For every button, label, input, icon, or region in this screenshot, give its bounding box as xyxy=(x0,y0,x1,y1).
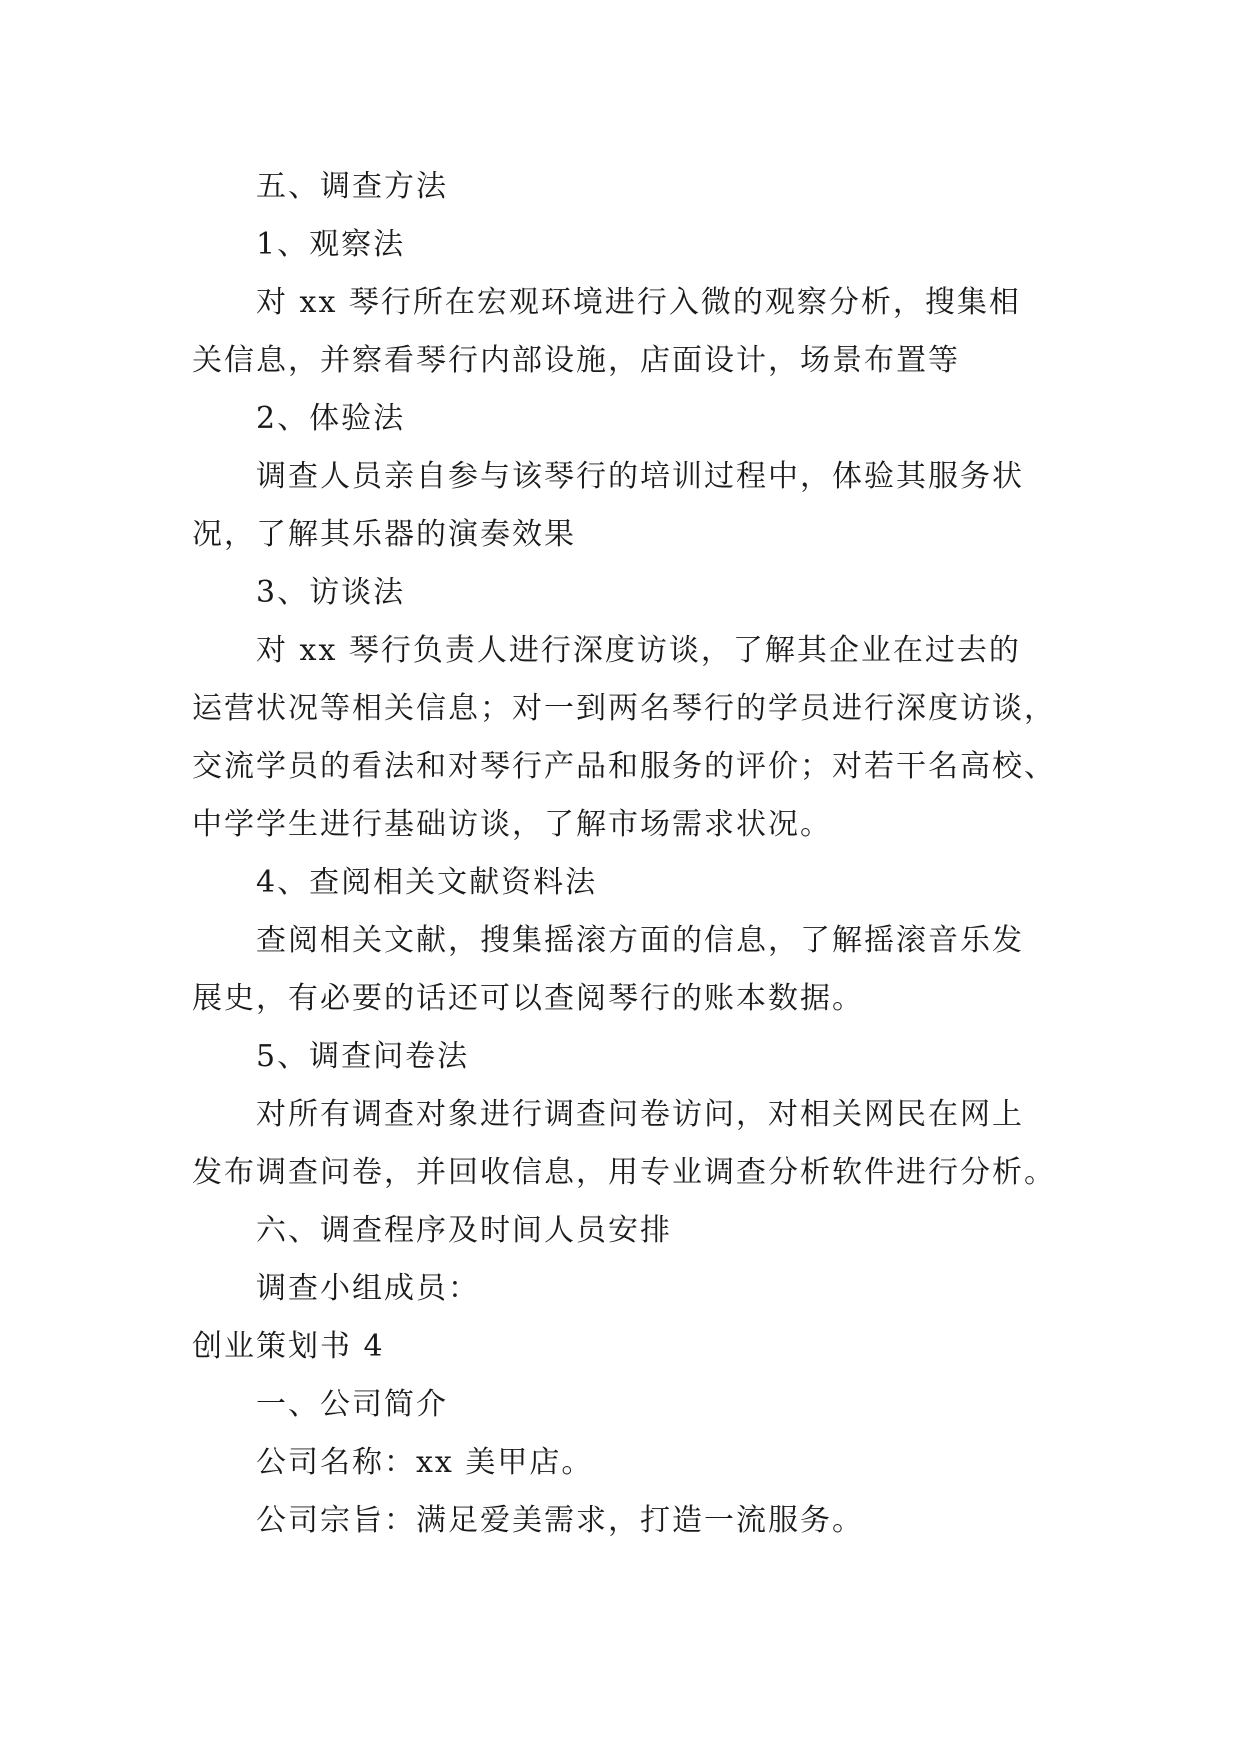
paragraph-line: 交流学员的看法和对琴行产品和服务的评价；对若干名高校、 xyxy=(192,749,1056,784)
paragraph-line: 调查人员亲自参与该琴行的培训过程中，体验其服务状 xyxy=(256,459,1024,494)
section-heading-schedule: 六、调查程序及时间人员安排 xyxy=(256,1213,672,1248)
section-heading-company-intro: 一、公司简介 xyxy=(256,1387,448,1422)
paragraph-line: 发布调查问卷，并回收信息，用专业调查分析软件进行分析。 xyxy=(192,1155,1056,1190)
company-name: 公司名称：xx 美甲店。 xyxy=(256,1445,594,1480)
paragraph-line: 对 xx 琴行所在宏观环境进行入微的观察分析，搜集相 xyxy=(256,285,1021,320)
paragraph-line: 关信息，并察看琴行内部设施，店面设计，场景布置等 xyxy=(192,343,960,378)
method-heading-literature: 4、查阅相关文献资料法 xyxy=(256,865,598,900)
method-heading-interview: 3、访谈法 xyxy=(256,575,406,610)
method-heading-observation: 1、观察法 xyxy=(256,227,406,262)
paragraph-line: 查阅相关文献，搜集摇滚方面的信息，了解摇滚音乐发 xyxy=(256,923,1024,958)
document-body xyxy=(192,158,1060,1550)
document-title: 创业策划书 4 xyxy=(192,1329,385,1364)
company-purpose: 公司宗旨：满足爱美需求，打造一流服务。 xyxy=(256,1503,864,1538)
method-heading-experience: 2、体验法 xyxy=(256,401,406,436)
paragraph-line: 对所有调查对象进行调查问卷访问，对相关网民在网上 xyxy=(256,1097,1024,1132)
section-heading-survey-methods: 五、调查方法 xyxy=(256,169,448,204)
paragraph-line: 况，了解其乐器的演奏效果 xyxy=(192,517,576,552)
method-heading-questionnaire: 5、调查问卷法 xyxy=(256,1039,470,1074)
paragraph-line: 展史，有必要的话还可以查阅琴行的账本数据。 xyxy=(192,981,864,1016)
team-members-label: 调查小组成员： xyxy=(256,1271,480,1306)
paragraph-line: 对 xx 琴行负责人进行深度访谈，了解其企业在过去的 xyxy=(256,633,1021,668)
paragraph-line: 运营状况等相关信息；对一到两名琴行的学员进行深度访谈， xyxy=(192,691,1056,726)
paragraph-line: 中学学生进行基础访谈，了解市场需求状况。 xyxy=(192,807,832,842)
